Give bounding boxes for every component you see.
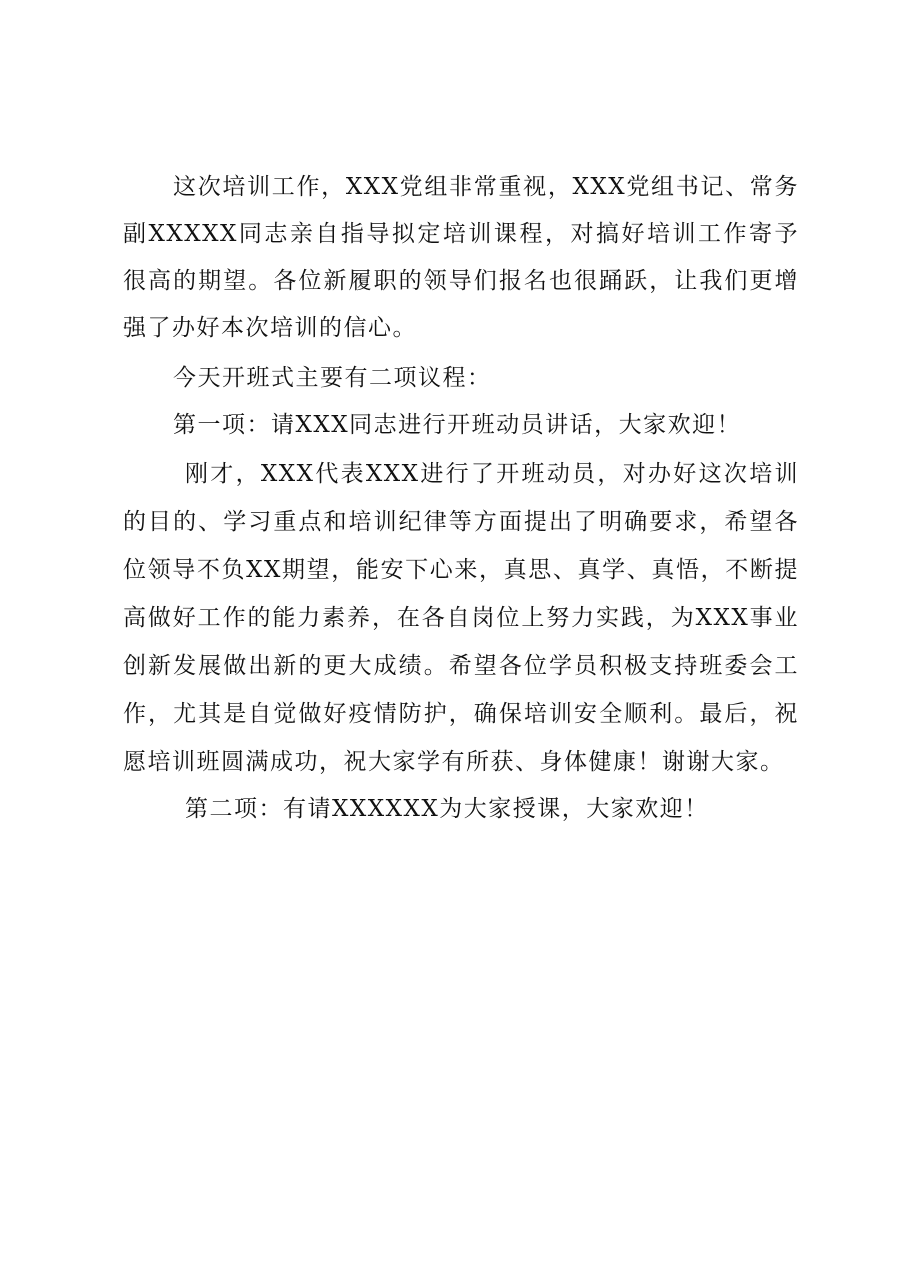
paragraph-training-importance: 这次培训工作，XXX党组非常重视，XXX党组书记、常务副XXXXX同志亲自指导拟定培训课程，对搞好培训工作寄予很高的期望。各位新履职的领导们报名也很踊跃，让我们更增强了办好本次培训的信心。 bbox=[123, 174, 799, 341]
paragraph-agenda-intro: 今天开班式主要有二项议程： bbox=[173, 365, 492, 391]
paragraph-agenda-item-two: 第二项：有请XXXXXX为大家授课，大家欢迎！ bbox=[185, 796, 709, 822]
paragraph-agenda-item-one: 第一项：请XXX同志进行开班动员讲话，大家欢迎！ bbox=[173, 412, 742, 438]
paragraph-closing-remarks: 刚才，XXX代表XXX进行了开班动员，对办好这次培训的目的、学习重点和培训纪律等方面提出了明确要求，希望各位领导不负XX期望，能安下心来，真思、真学、真悟，不断提高做好工作的能力素养，在各自岗位上努力实践，为XXX事业创新发展做出新的更大成绩。希望各位学员积极支持班委会工作，尤其是自觉做好疫情防护，确保培训安全顺利。最后，祝愿培训班圆满成功，祝大家学有所获、身体健康！谢谢大家。 bbox=[123, 461, 799, 775]
